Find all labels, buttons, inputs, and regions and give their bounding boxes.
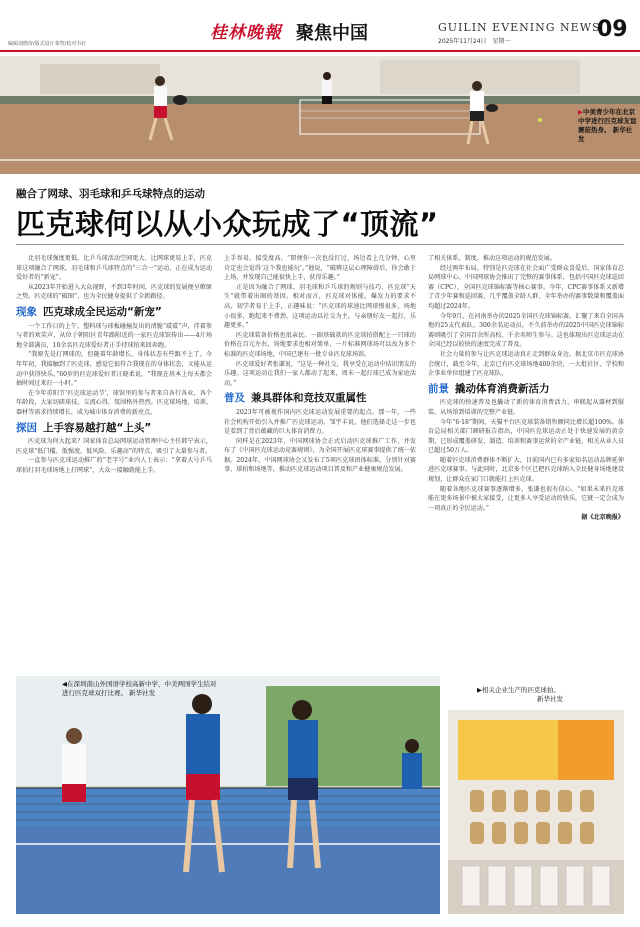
paragraph: 同样是在2023年，中国网球协会正式启动匹克球推广工作，并发布了《中国匹克球运动竞赛规则》，为全国开展匹克球赛事提供了统一依据。2024年，中国网球协会又发布了5项匹克球团体标准，分别针对赛事、球拍和场地等，推动匹克球运动项目普及和产业健康规范发展。 [224,437,416,474]
issue-date: 2025年11月24日 星期一 [438,38,511,45]
subheading-text: 匹克球成全民运动“新宠” [43,305,162,318]
paragraph: 2023年可被视作国内匹克球运动发展重要的起点。那一年，一些社会机构开始引入并推广匹克球运动。邹宇丰说，他们选择走这一步也是看到了背后蕴藏的巨大体育消费力。 [224,408,416,436]
subheading-popularization [224,394,416,404]
caption-arrow-icon: ◀ [62,680,67,688]
article-kicker: 融合了网球、羽毛球和乒乓球特点的运动 [16,188,205,200]
subheading-reason [16,421,212,434]
paragraph: 匹克球爱好者张谦说，“这是一种社交，我享受在运动中结识朋友的乐趣。这项运动让我们一家人都动了起来，周末一起打球已成为家庭活动。” [224,360,416,387]
masthead-logo: 桂林晚報 [210,23,282,43]
subheading-text: 撬动体育消费新活力 [455,382,550,395]
subheading-text: 兼具群体和竞技双重属性 [251,392,367,405]
paragraph: 正是因为融合了网球、羽毛球和乒乓球的规则与技巧，匹克球“天生”就带着出圈的基因。相对而言，匹克球对体能、爆发力的要求不高，初学者易于上手，正趣味说：“匹克球的球速比网球慢很多，场地小很多，跑起来不费劲，这项运动以社交为主，与亲朋好友一起打，乐趣更多。” [224,283,416,330]
bottom-left-photo [16,676,440,914]
column-1 [16,254,212,664]
headline-rule [16,244,624,245]
paragraph: 一直参与匹克球运动推广的“老字号”业内人士表示：“拿着大号乒乓球拍打羽毛球场地上打网球”，大众一接触就能上手。 [16,457,212,474]
paragraph: 匹克球装备价格也很亲民。一副基础款的匹克球拍搭配上一只球的价格在百元左右，场地要求也相对简单，一片标准网球场可以改为多个标准的匹克球场地。中国已建有一批专业匹克球场馆。 [224,331,416,358]
subheading-phenomenon [16,305,212,318]
paragraph: 今年9月，在河南举办的2025全国匹克球锦标赛，汇聚了来自全国各地的25支代表队、300余名运动员。不久前举办的2025中国匹克球锦标赛则吸引了全国百余所高校、千余名师生参与。这也体现出匹克球运动在全国已经以较快的速度完成了普及。 [428,312,624,349]
paragraph: 在今年重阳节‘匹克球运动节’，球馆里的参与者来自各行各业、各个年龄段，大家切磋球技、交流心得，氛围格外热烈。匹克球场地、培训、器材等需求持续增长，成为城市体育消费的新亮点。 [16,389,212,416]
bottom-right-caption-credit: 新华社发 [537,695,563,703]
subheading-tag: 探因 [16,421,37,434]
subheading-tag: 现象 [16,305,37,318]
paragraph: 从2023年开始进入大众视野，不到3年时间，匹克球的发展便呈燎原之势。匹克球的“破圈”，也为全民健身提供了全新路径。 [16,283,212,301]
paragraph: 比羽毛球强度更低、比乒乓球活动空间更大、比网球更易上手，匹克球这项融合了网球、羽毛球和乒乓球特点的“三合一”运动，正在成为运动爱好者的“新宠”。 [16,255,212,282]
top-photo-caption [578,108,638,144]
paragraph: 一个工作日的上午，塑料球与球板碰撞发出的清脆“砹砹”声，伴着参与者的欢笑声，从位于朝阳区青年路附近的一家匹克球馆传出——4片场地全部满员，10余名匹克球爱好者正手持球拍来回奔跑。 [16,322,212,349]
bottom-right-caption [477,686,617,704]
header-rule [0,50,640,52]
subheading-tag: 前景 [428,382,449,395]
top-caption-text: 中美青少年在北京中学进行匹克球友谊赛前热身。 [578,108,637,134]
column-3 [428,254,624,674]
caption-arrow-icon: ▶ [578,108,583,116]
subheading-tag: 普及 [224,392,245,405]
paragraph: 随着匹克球消费群体不断扩大，目前国内已有多家知名运动品牌延伸进匹克球赛事。与此同时，北京多个区已把匹克球纳入全民健身场地建设规划，让群众在家门口就能打上匹克球。 [428,456,624,484]
masthead-english: GUILIN EVENING NEWS [438,21,601,34]
caption-arrow-icon: ▶ [477,686,482,694]
article-headline: 匹克球何以从小众玩成了“顶流” [16,207,439,241]
bottom-right-caption-text: 相关企业生产的匹克球拍。 [482,686,560,694]
paragraph: “我原先是打网球的，但随着年龄增长，身体状态有些跟不上了。今年年初，我接触到了匹克球，感觉它很符合我现在的身体状态，又能从运动中获得快乐。”60岁的匹克球爱好者汪晓柔说，“我现在基本上每天都会抽时间过来打一小时。” [16,351,212,388]
paragraph: 随着各地匹克球赛事逐渐增多，张谦也很有信心。“如果未来匹克球能在更多场景中被大家接受，让更多人享受运动的快乐，它就一定会成为一项真正的全民运动。” [428,485,624,512]
paragraph: 了相关体系、制度，推动这项运动的规范发展。 [428,255,556,262]
section-title: 聚焦中国 [296,23,368,44]
paragraph: 匹克球为何大起来？国家体育总局网球运动管理中心主任韩宁表示，匹克球“低门槛、低强度、低风险、乐趣高”的特点，吸引了大量参与者。 [16,438,212,455]
top-photo [0,56,640,174]
bottom-left-caption-text: 在深圳南山外国语学校高新中学，中美两国学生结对进行匹克球双打比赛。 [62,680,217,697]
bottom-left-caption [62,680,217,698]
paragraph: 匹克球的快速普及也撬动了新的体育消费活力，串联起从器材到服装、从场馆到培训的完整产业链。 [428,399,624,416]
editor-credits: 编辑刘晓涛/版式设计秦智/校对韦红 [8,41,87,47]
top-caption-credit: 新华社发 [578,126,633,143]
paragraph: 上手容易，接受度高。“即便你一次也没打过，场边看上几分钟，心里肯定也会觉得‘这个我也能玩’。”他说，“破辨这层心理障碍后，你会敢于上场，并发现自己能很快上手，获得乐趣。” [224,255,416,282]
column-2 [224,254,416,664]
bottom-right-photo [448,710,624,914]
paragraph: 经过两年布局，特别是匹克球在社会面广受群众喜爱后，国家体育总局网球中心、中国网球协会推出了完整的赛事体系，包括中国匹克球巡回赛（CPC）、全国匹克球锦标赛等核心赛事。今年，CPC赛事体系又新增了青少年赛和巡回赛，几乎覆盖全龄人群，全年举办的赛事数量和覆盖面均超过2024年。 [428,264,624,310]
paragraph: 今年“6·18”期间，天猫平台匹克球装备销售额同比增长超100%。体育总局相关部门调研报告指出，中国匹克球运动正处于快速发展的黄金期，已形成覆盖研发、制造、培训和赛事运营的全产业链，相关从业人员已超过50万人。 [428,418,624,455]
subheading-text: 上手容易越打越“上头” [43,421,152,434]
page-number: 09 [597,17,628,42]
subheading-prospect [428,382,624,395]
bottom-left-caption-credit: 新华社发 [129,689,156,697]
paragraph: 社会力量的参与让匹克球运动真正走到群众身边。据北京市匹克球协会统计，截至今年，北京已有匹克球场地400余块，一大批社区、学校和企事业单位组建了匹克球队。 [428,350,624,378]
article-source: 据《北京晚报》 [581,514,624,522]
